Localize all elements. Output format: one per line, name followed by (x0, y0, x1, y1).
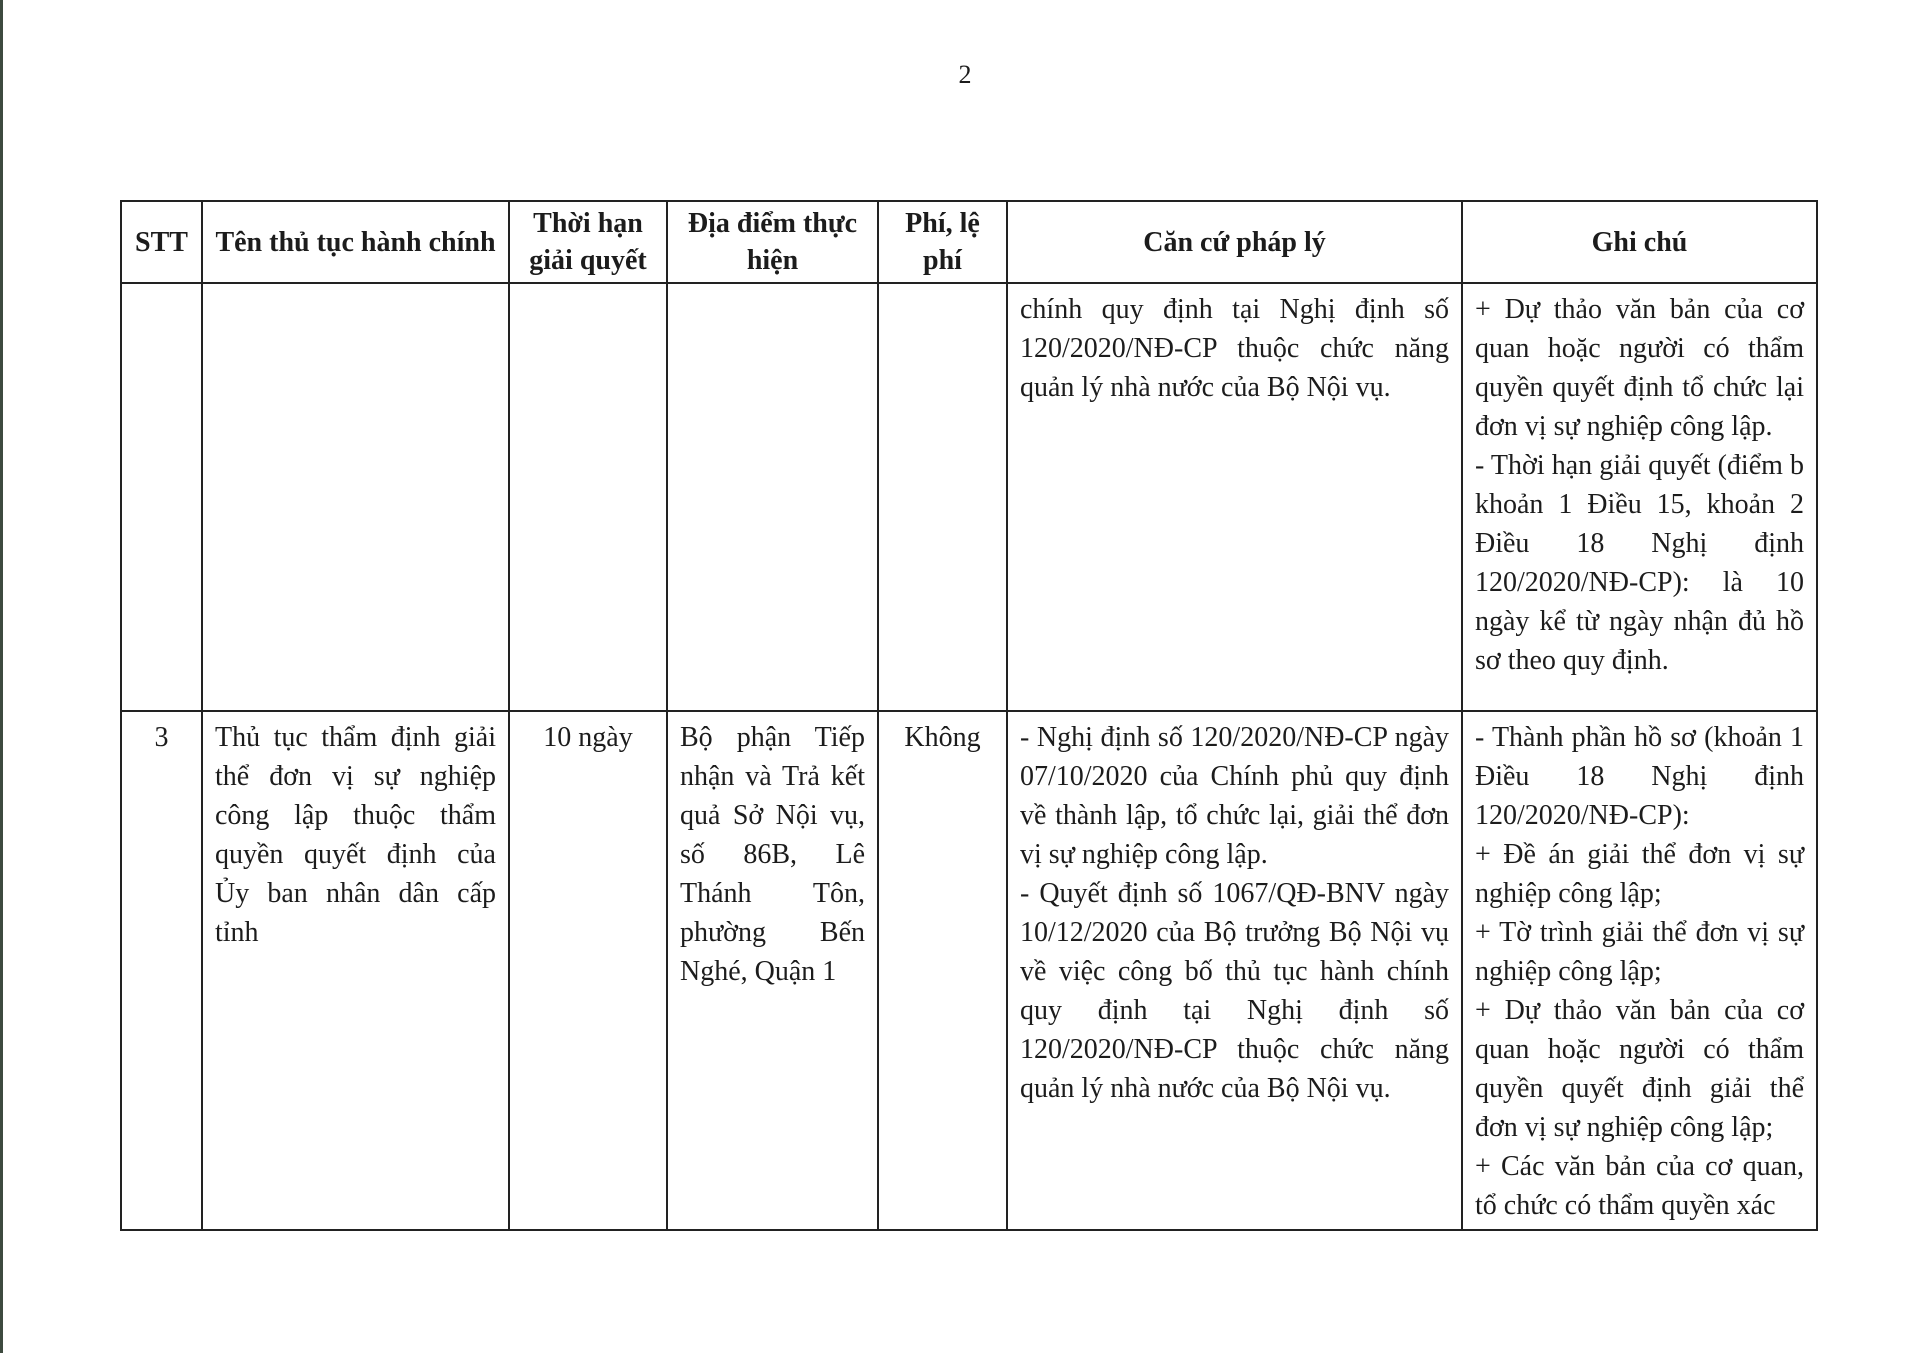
header-processing-time: Thời hạn giải quyết (509, 201, 667, 283)
cell-fee (878, 283, 1007, 711)
header-fee: Phí, lệ phí (878, 201, 1007, 283)
header-location: Địa điểm thực hiện (667, 201, 878, 283)
cell-stt (121, 283, 202, 711)
cell-procedure-name: Thủ tục thẩm định giải thể đơn vị sự nghiệp công lập thuộc thẩm quyền quyết định của Ủy ban nhân dân cấp tỉnh (202, 711, 509, 1230)
legal-line: - Nghị định số 120/2020/NĐ-CP ngày 07/10/2020 của Chính phủ quy định về thành lập, tổ chức lại, giải thể đơn vị sự nghiệp công lập. (1020, 722, 1449, 870)
header-legal-basis: Căn cứ pháp lý (1007, 201, 1462, 283)
table-row-3 (121, 711, 1817, 1230)
page-number: 2 (958, 60, 972, 89)
table-header-row (121, 201, 1817, 283)
note-line: - Thành phần hồ sơ (khoản 1 Điều 18 Nghị định 120/2020/NĐ-CP): (1475, 722, 1804, 831)
note-line: + Các văn bản của cơ quan, tổ chức có thẩm quyền xác (1475, 1151, 1804, 1221)
scan-edge (0, 0, 3, 1353)
legal-line: - Quyết định số 1067/QĐ-BNV ngày 10/12/2020 của Bộ trưởng Bộ Nội vụ về việc công bố thủ tục hành chính quy định tại Nghị định số 120/2020/NĐ-CP thuộc chức năng quản lý nhà nước của Bộ Nội vụ. (1020, 878, 1449, 1104)
cell-procedure-name (202, 283, 509, 711)
note-line: - Thời hạn giải quyết (điểm b khoản 1 Điều 15, khoản 2 Điều 18 Nghị định 120/2020/NĐ-CP): là 10 ngày kể từ ngày nhận đủ hồ sơ theo quy định. (1475, 450, 1804, 676)
cell-legal-basis: chính quy định tại Nghị định số 120/2020/NĐ-CP thuộc chức năng quản lý nhà nước của Bộ Nội vụ. (1007, 283, 1462, 711)
note-line: + Đề án giải thể đơn vị sự nghiệp công lập; (1475, 839, 1804, 909)
note-line: + Dự thảo văn bản của cơ quan hoặc người có thẩm quyền quyết định tổ chức lại đơn vị sự nghiệp công lập. (1475, 294, 1804, 442)
cell-location: Bộ phận Tiếp nhận và Trả kết quả Sở Nội vụ, số 86B, Lê Thánh Tôn, phường Bến Nghé, Quận 1 (667, 711, 878, 1230)
header-stt: STT (121, 201, 202, 283)
cell-location (667, 283, 878, 711)
header-procedure-name: Tên thủ tục hành chính (202, 201, 509, 283)
table-row-continuation (121, 283, 1817, 711)
cell-processing-time: 10 ngày (509, 711, 667, 1230)
cell-legal-basis (1007, 711, 1462, 1230)
cell-processing-time (509, 283, 667, 711)
cell-stt: 3 (121, 711, 202, 1230)
header-notes: Ghi chú (1462, 201, 1817, 283)
note-line: + Dự thảo văn bản của cơ quan hoặc người có thẩm quyền quyết định giải thể đơn vị sự nghiệp công lập; (1475, 995, 1804, 1143)
cell-notes (1462, 711, 1817, 1230)
procedure-table (120, 200, 1818, 1231)
cell-notes (1462, 283, 1817, 711)
note-line: + Tờ trình giải thể đơn vị sự nghiệp công lập; (1475, 917, 1804, 987)
cell-fee: Không (878, 711, 1007, 1230)
